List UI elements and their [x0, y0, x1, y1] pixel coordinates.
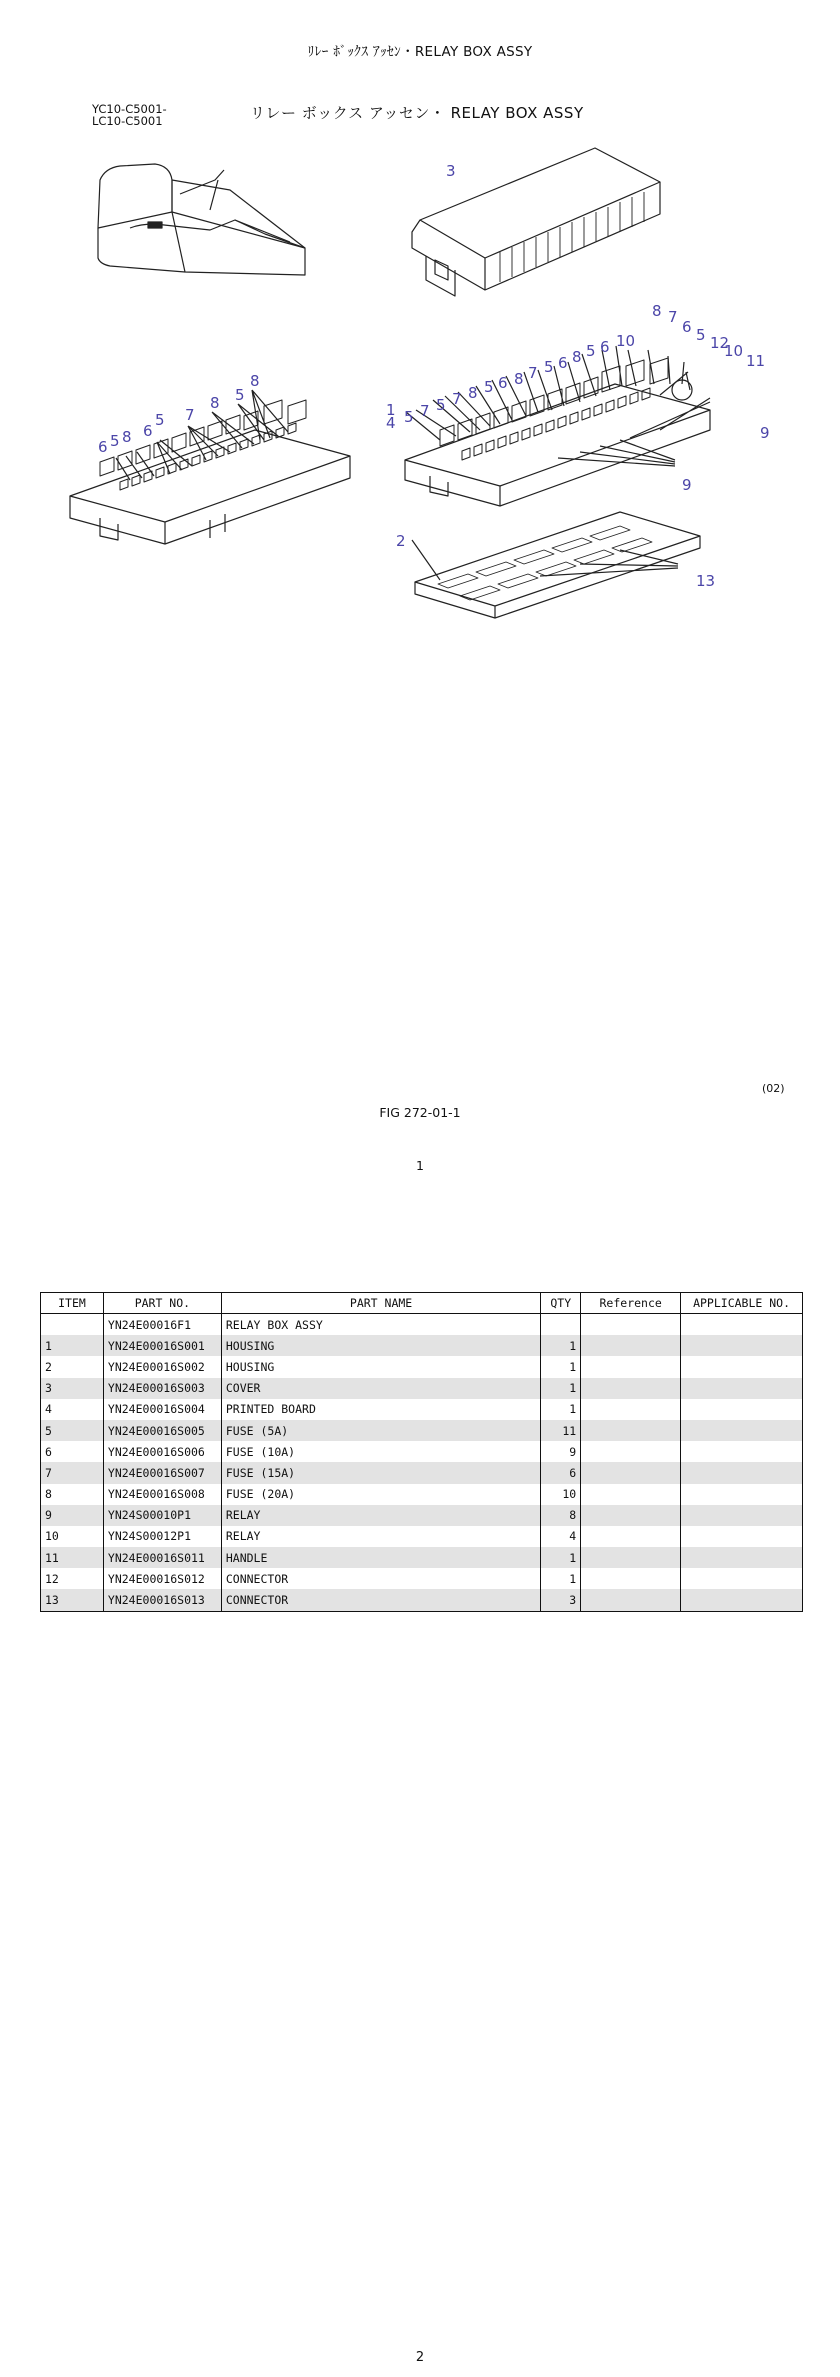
- callout-label: 7: [185, 406, 195, 424]
- callout-label: 7: [668, 308, 678, 326]
- cell-applicable-no: [681, 1526, 803, 1547]
- callout-label: 8: [210, 394, 220, 412]
- cell-item: 8: [41, 1484, 104, 1505]
- cell-reference: [581, 1378, 681, 1399]
- cell-qty: 10: [541, 1484, 581, 1505]
- cell-reference: [581, 1441, 681, 1462]
- cell-applicable-no: [681, 1589, 803, 1611]
- cell-applicable-no: [681, 1441, 803, 1462]
- table-row: [41, 1505, 803, 1526]
- cell-item: 7: [41, 1462, 104, 1483]
- cell-qty: 8: [541, 1505, 581, 1526]
- callout-label: 7: [528, 364, 538, 382]
- callout-label: 5: [586, 342, 596, 360]
- table-row: [41, 1568, 803, 1589]
- cell-part-name: CONNECTOR: [221, 1568, 540, 1589]
- cell-part-no: YN24E00016S006: [103, 1441, 221, 1462]
- callout-label: 9: [760, 424, 770, 442]
- cell-part-name: FUSE (10A): [221, 1441, 540, 1462]
- cell-part-no: YN24E00016S005: [103, 1420, 221, 1441]
- callout-label: 3: [446, 162, 456, 180]
- table-row: [41, 1484, 803, 1505]
- cell-reference: [581, 1356, 681, 1377]
- callout-label: 5: [110, 432, 120, 450]
- cell-part-no: YN24S00012P1: [103, 1526, 221, 1547]
- callout-label: 8: [250, 372, 260, 390]
- cell-item: 1: [41, 1335, 104, 1356]
- page-number: 2: [415, 2350, 425, 2365]
- cell-part-no: YN24E00016S007: [103, 1462, 221, 1483]
- cell-part-no: YN24E00016S003: [103, 1378, 221, 1399]
- table-row: [41, 1441, 803, 1462]
- housing-drawing: [412, 512, 700, 618]
- callout-label: 8: [652, 302, 662, 320]
- cell-applicable-no: [681, 1335, 803, 1356]
- cell-applicable-no: [681, 1505, 803, 1526]
- cell-part-no: YN24E00016S012: [103, 1568, 221, 1589]
- cell-qty: 1: [541, 1568, 581, 1589]
- cell-part-no: YN24E00016S008: [103, 1484, 221, 1505]
- cell-item: 10: [41, 1526, 104, 1547]
- callout-label: 6: [682, 318, 692, 336]
- cell-part-name: RELAY: [221, 1526, 540, 1547]
- table-row: [41, 1335, 803, 1356]
- callout-label: 5: [436, 396, 446, 414]
- cell-part-no: YN24E00016S013: [103, 1589, 221, 1611]
- cell-part-name: FUSE (20A): [221, 1484, 540, 1505]
- callout-label: 9: [682, 476, 692, 494]
- cell-part-name: FUSE (15A): [221, 1462, 540, 1483]
- cell-qty: [541, 1314, 581, 1336]
- sheet-number: 1: [416, 1158, 424, 1173]
- cell-reference: [581, 1526, 681, 1547]
- cell-applicable-no: [681, 1484, 803, 1505]
- cell-applicable-no: [681, 1568, 803, 1589]
- callout-label: 5: [235, 386, 245, 404]
- cell-reference: [581, 1420, 681, 1441]
- callout-label: 7: [420, 402, 430, 420]
- cell-item: 6: [41, 1441, 104, 1462]
- cell-item: 13: [41, 1589, 104, 1611]
- cell-part-name: CONNECTOR: [221, 1589, 540, 1611]
- cell-qty: 9: [541, 1441, 581, 1462]
- callout-label: 1: [386, 401, 396, 419]
- cell-applicable-no: [681, 1547, 803, 1568]
- revision-code: (02): [762, 1082, 785, 1095]
- callout-label: 7: [452, 390, 462, 408]
- col-header-item: ITEM: [41, 1293, 104, 1314]
- callout-label: 12: [710, 334, 730, 352]
- table-row: [41, 1462, 803, 1483]
- cell-reference: [581, 1335, 681, 1356]
- col-header-part-name: PART NAME: [221, 1293, 540, 1314]
- col-header-reference: Reference: [581, 1293, 681, 1314]
- installed-box-drawing: [98, 164, 305, 275]
- cell-qty: 1: [541, 1378, 581, 1399]
- cell-part-name: HANDLE: [221, 1547, 540, 1568]
- cell-qty: 4: [541, 1526, 581, 1547]
- col-header-part-no: PART NO.: [103, 1293, 221, 1314]
- cell-reference: [581, 1462, 681, 1483]
- cell-qty: 1: [541, 1547, 581, 1568]
- cell-applicable-no: [681, 1378, 803, 1399]
- table-row: [41, 1526, 803, 1547]
- callout-label: 10: [724, 342, 744, 360]
- callout-label: 5: [544, 358, 554, 376]
- callout-label: 6: [600, 338, 610, 356]
- cell-qty: 1: [541, 1356, 581, 1377]
- cell-part-name: RELAY BOX ASSY: [221, 1314, 540, 1336]
- cell-qty: 1: [541, 1399, 581, 1420]
- callout-label: 6: [98, 438, 108, 456]
- cell-item: 9: [41, 1505, 104, 1526]
- cell-part-no: YN24E00016S004: [103, 1399, 221, 1420]
- serial-from: YC10-C5001-: [92, 102, 167, 116]
- cell-reference: [581, 1505, 681, 1526]
- cell-part-name: FUSE (5A): [221, 1420, 540, 1441]
- callout-label: 6: [143, 422, 153, 440]
- cell-part-no: YN24S00010P1: [103, 1505, 221, 1526]
- cell-qty: 3: [541, 1589, 581, 1611]
- cell-applicable-no: [681, 1420, 803, 1441]
- cell-qty: 1: [541, 1335, 581, 1356]
- serial-to: LC10-C5001: [92, 114, 163, 128]
- figure-number: FIG 272-01-1: [379, 1105, 461, 1120]
- cell-applicable-no: [681, 1314, 803, 1336]
- callout-label: 4: [386, 414, 396, 432]
- cell-item: 4: [41, 1399, 104, 1420]
- col-header-applicable-no: APPLICABLE NO.: [681, 1293, 803, 1314]
- cell-item: 11: [41, 1547, 104, 1568]
- cell-item: 3: [41, 1378, 104, 1399]
- cell-applicable-no: [681, 1462, 803, 1483]
- cell-part-name: HOUSING: [221, 1356, 540, 1377]
- callout-label: 6: [498, 374, 508, 392]
- cell-reference: [581, 1568, 681, 1589]
- figure-title: リレー ボックス アッセン・ RELAY BOX ASSY: [250, 104, 584, 122]
- table-row: [41, 1420, 803, 1441]
- callout-label: 8: [122, 428, 132, 446]
- callout-label: 8: [514, 370, 524, 388]
- cell-qty: 11: [541, 1420, 581, 1441]
- callout-label: 13: [696, 572, 716, 590]
- callout-label: 5: [404, 408, 414, 426]
- callout-label: 6: [558, 354, 568, 372]
- table-row: [41, 1547, 803, 1568]
- cell-item: 2: [41, 1356, 104, 1377]
- table-row: [41, 1399, 803, 1420]
- cell-reference: [581, 1484, 681, 1505]
- cell-item: 12: [41, 1568, 104, 1589]
- callout-label: 11: [746, 352, 766, 370]
- cell-part-no: YN24E00016S001: [103, 1335, 221, 1356]
- callout-label: 2: [396, 532, 406, 550]
- page-header-title: ﾘﾚｰ ﾎﾞｯｸｽ ｱｯｾﾝ・RELAY BOX ASSY: [307, 44, 533, 60]
- table-row: [41, 1589, 803, 1611]
- cell-reference: [581, 1314, 681, 1336]
- cell-part-no: YN24E00016S002: [103, 1356, 221, 1377]
- cell-part-name: HOUSING: [221, 1335, 540, 1356]
- cell-part-no: YN24E00016F1: [103, 1314, 221, 1336]
- table-row: [41, 1314, 803, 1336]
- table-row: [41, 1356, 803, 1377]
- serial-range: [92, 103, 167, 127]
- cell-reference: [581, 1399, 681, 1420]
- callout-label: 5: [484, 378, 494, 396]
- callout-label: 5: [696, 326, 706, 344]
- callout-label: 5: [155, 411, 165, 429]
- cell-part-name: PRINTED BOARD: [221, 1399, 540, 1420]
- cell-part-name: COVER: [221, 1378, 540, 1399]
- relay-box-exploded-illustration: [60, 140, 780, 640]
- callout-label: 8: [572, 348, 582, 366]
- cell-part-no: YN24E00016S011: [103, 1547, 221, 1568]
- cell-qty: 6: [541, 1462, 581, 1483]
- cell-item: [41, 1314, 104, 1336]
- cell-applicable-no: [681, 1356, 803, 1377]
- cell-applicable-no: [681, 1399, 803, 1420]
- table-row: [41, 1378, 803, 1399]
- cell-reference: [581, 1589, 681, 1611]
- table-header-row: [41, 1293, 803, 1314]
- cell-reference: [581, 1547, 681, 1568]
- cell-part-name: RELAY: [221, 1505, 540, 1526]
- left-board-drawing: [70, 390, 350, 544]
- callout-labels: [98, 162, 770, 590]
- callout-label: 10: [616, 332, 636, 350]
- callout-label: 8: [468, 384, 478, 402]
- cell-item: 5: [41, 1420, 104, 1441]
- col-header-qty: QTY: [541, 1293, 581, 1314]
- parts-table: [40, 1292, 803, 1612]
